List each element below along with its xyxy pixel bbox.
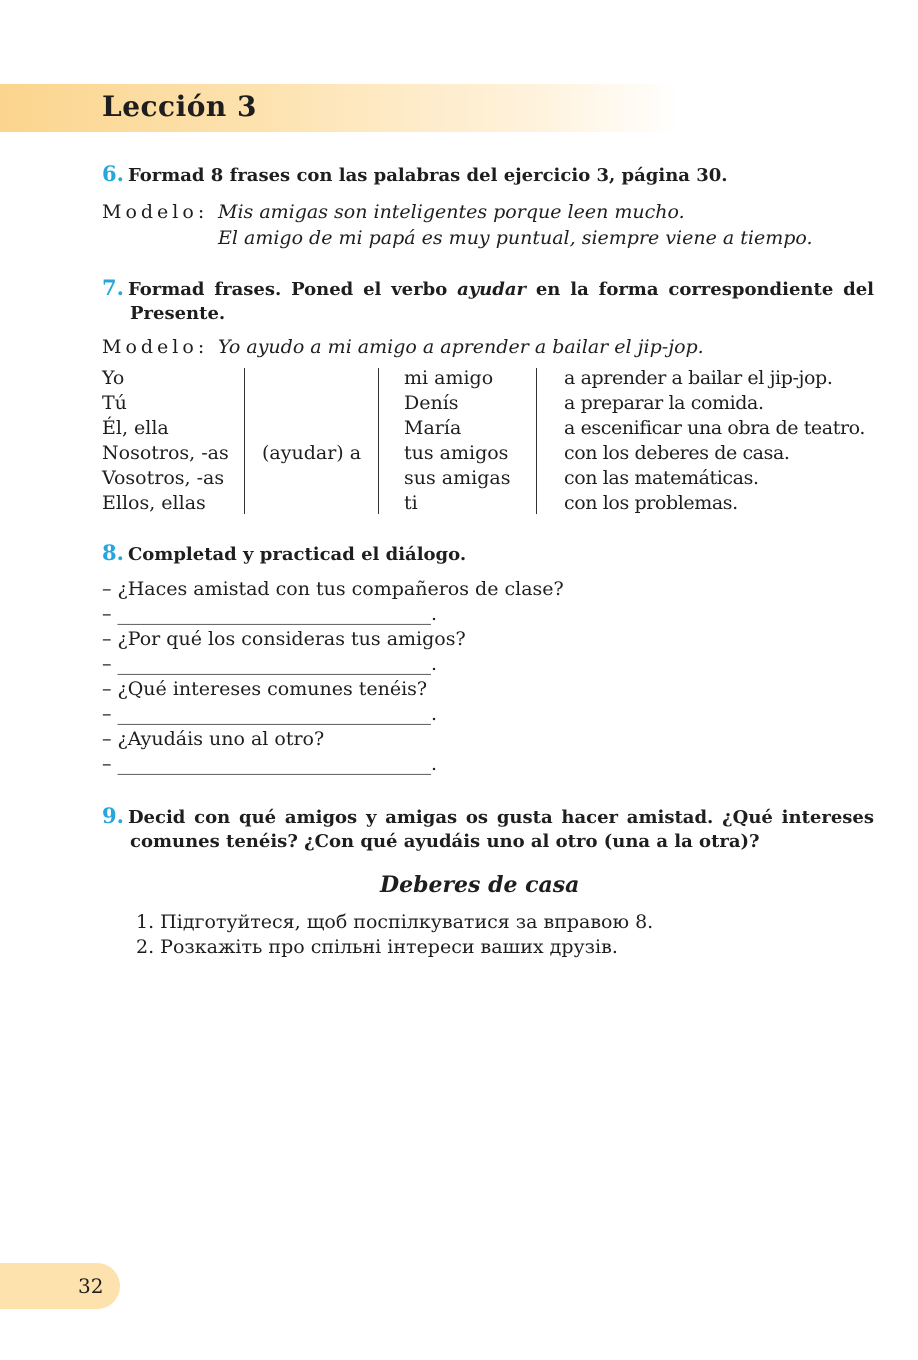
dialog-answer-blank: – _________________________________. <box>102 603 438 625</box>
table-object: sus amigas <box>404 467 511 489</box>
table-verb-text: (ayudar) a <box>262 442 362 464</box>
table-divider <box>536 368 537 514</box>
table-complement: con las matemáticas. <box>564 467 759 489</box>
lesson-title: Lección 3 <box>102 90 257 123</box>
table-complement: a preparar la comida. <box>564 392 764 414</box>
exercise-7-modelo-text: Yo ayudo a mi amigo a aprender a bailar el jip-jop. <box>218 336 704 358</box>
exercise-7-number: 7. <box>102 275 124 300</box>
table-subject: Vosotros, -as <box>102 467 225 489</box>
table-subject: Ellos, ellas <box>102 492 206 514</box>
page-number: 32 <box>78 1274 104 1298</box>
exercise-8-number: 8. <box>102 540 124 565</box>
homework-item: 1. Підготуйтеся, щоб поспілкуватися за вправою 8. <box>136 911 654 933</box>
exercise-7-instruction <box>102 276 874 326</box>
table-complements-column <box>564 366 865 516</box>
table-subject: Yo <box>102 367 125 389</box>
table-complement: a escenificar una obra de teatro. <box>564 417 865 439</box>
exercise-7-text-1: Formad frases. Poned el verbo <box>127 279 458 300</box>
exercise-6-modelo-line-2: El amigo de mi papá es muy puntual, siempre viene a tiempo. <box>218 227 813 249</box>
exercise-7-modelo-label: Modelo: <box>102 336 209 358</box>
table-divider <box>378 368 379 514</box>
table-complement: con los deberes de casa. <box>564 442 790 464</box>
table-object: mi amigo <box>404 367 494 389</box>
exercise-6-number: 6. <box>102 161 124 186</box>
table-divider <box>244 368 245 514</box>
table-objects-column <box>404 366 510 516</box>
exercise-9-number: 9. <box>102 803 124 828</box>
exercise-6-instruction <box>102 162 728 188</box>
table-subject: Nosotros, -as <box>102 442 229 464</box>
table-complement: a aprender a bailar el jip-jop. <box>564 367 833 389</box>
dialog-answer-blank: – _________________________________. <box>102 653 438 675</box>
table-subject: Él, ella <box>102 417 169 439</box>
dialog-answer-blank: – _________________________________. <box>102 753 438 775</box>
exercise-7-text-2: en la forma correspondiente del Presente. <box>130 279 875 324</box>
table-subject: Tú <box>102 392 127 414</box>
exercise-8-text: Completad y practicad el diálogo. <box>127 544 467 565</box>
exercise-8-instruction <box>102 541 466 567</box>
dialog-question: – ¿Ayudáis uno al otro? <box>102 728 325 750</box>
homework-title: Deberes de casa <box>380 872 580 898</box>
table-subjects-column <box>102 366 229 516</box>
dialog-answer-blank: – _________________________________. <box>102 703 438 725</box>
exercise-9-instruction <box>102 804 874 854</box>
dialog-question: – ¿Haces amistad con tus compañeros de clase? <box>102 578 564 600</box>
table-complement: con los problemas. <box>564 492 738 514</box>
exercise-6-modelo-label: Modelo: <box>102 201 209 223</box>
exercise-7-verb: ayudar <box>457 279 527 300</box>
exercise-6-text: Formad 8 frases con las palabras del ejercicio 3, página 30. <box>127 165 728 186</box>
dialog-question: – ¿Qué intereses comunes tenéis? <box>102 678 428 700</box>
table-object: Denís <box>404 392 459 414</box>
table-object: tus amigos <box>404 442 509 464</box>
exercise-6-modelo-line-1: Mis amigas son inteligentes porque leen mucho. <box>218 201 685 223</box>
table-object: María <box>404 417 462 439</box>
dialog-question: – ¿Por qué los consideras tus amigos? <box>102 628 466 650</box>
table-verb <box>262 441 361 466</box>
exercise-9-text: Decid con qué amigos y amigas os gusta hacer amistad. ¿Qué intereses comunes tenéis? ¿Con qué ayudáis uno al otro (una a la otra)? <box>127 807 874 852</box>
table-object: ti <box>404 492 418 514</box>
homework-item: 2. Розкажіть про спільні інтереси ваших друзів. <box>136 936 618 958</box>
